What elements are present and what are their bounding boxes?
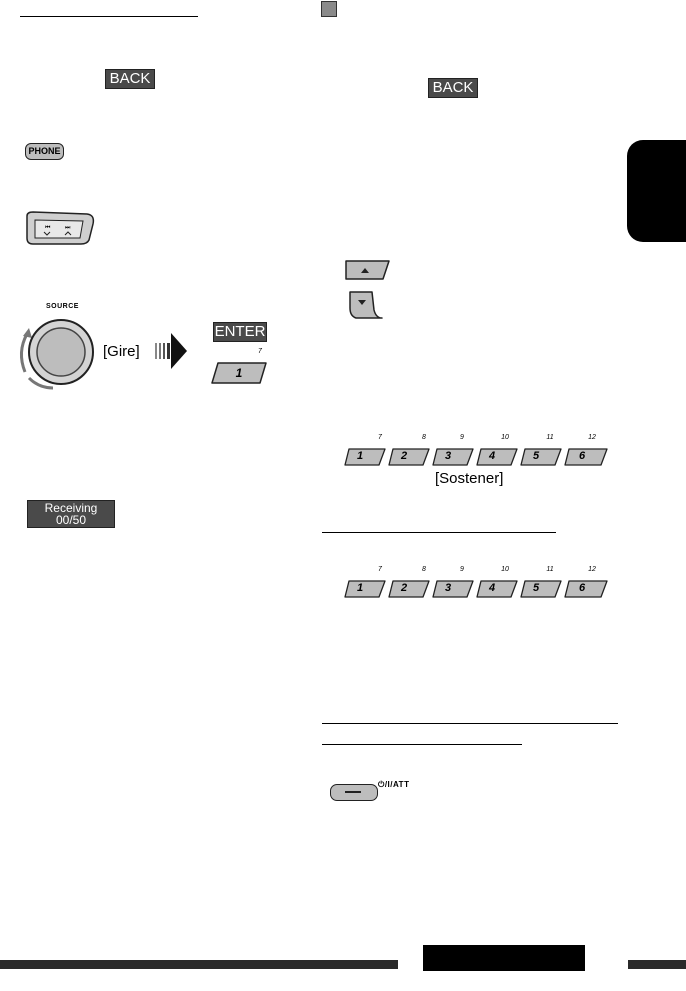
section-marker — [321, 1, 337, 17]
preset-keys-row-1 — [343, 447, 613, 467]
top-left-rule — [20, 16, 198, 17]
turn-hint: [Gire] — [103, 343, 140, 360]
preset-key-label: 1 — [357, 582, 364, 594]
receiving-line1: Receiving — [44, 501, 98, 515]
footer-bar-left — [0, 960, 398, 969]
lower-rule-2 — [322, 744, 522, 745]
back-label-left: BACK — [105, 69, 155, 89]
lower-rule-1 — [322, 723, 618, 724]
back-label-right: BACK — [428, 78, 478, 98]
preset-key-label: 6 — [579, 582, 586, 594]
enter-label: ENTER — [214, 323, 266, 340]
preset-row-2 — [340, 566, 610, 580]
preset-key-label: 4 — [489, 582, 496, 594]
mid-rule — [322, 532, 556, 533]
preset-key-label: 5 — [533, 450, 540, 462]
preset-key-label: 6 — [579, 450, 586, 462]
phone-button: PHONE — [25, 143, 64, 160]
preset-key-label: 5 — [533, 582, 540, 594]
preset-top-number: 12 — [588, 566, 596, 573]
prev-next-key — [25, 210, 97, 246]
enter-preset-key — [210, 361, 268, 385]
preset-top-number: 9 — [460, 566, 464, 573]
svg-text:⏮: ⏮ — [45, 225, 51, 231]
preset-top-number: 7 — [378, 434, 382, 441]
down-key — [348, 290, 384, 320]
side-tab — [627, 140, 686, 242]
preset-top-number: 11 — [546, 434, 554, 441]
up-arrow-icon — [343, 259, 391, 281]
preset-top-number: 11 — [546, 566, 554, 573]
up-key — [343, 259, 391, 281]
arrow-right-icon — [155, 333, 187, 369]
prev-next-icon — [25, 210, 97, 246]
preset-top-number: 8 — [422, 566, 426, 573]
hold-hint: [Sostener] — [435, 470, 504, 487]
down-arrow-icon — [348, 290, 384, 320]
preset-top-number: 12 — [588, 434, 596, 441]
preset-key-label: 4 — [489, 450, 496, 462]
power-att-button — [330, 784, 378, 801]
preset-key-label: 2 — [401, 450, 408, 462]
enter-preset-number: 7 — [258, 348, 262, 355]
power-label: ⏻/I/ATT — [378, 780, 410, 789]
preset-key-label: 3 — [445, 582, 452, 594]
preset-keys-row-2 — [343, 579, 613, 599]
footer-bar-right — [628, 960, 686, 969]
source-knob — [15, 314, 101, 390]
svg-text:⏭: ⏭ — [65, 225, 71, 231]
preset-key-label: 1 — [357, 450, 364, 462]
rotate-arrow-icon — [15, 314, 101, 390]
preset-top-number: 10 — [501, 434, 509, 441]
preset-key-label: 2 — [401, 582, 408, 594]
enter-preset-key-label: 1 — [235, 366, 243, 380]
preset-top-number: 7 — [378, 566, 382, 573]
footer-page-block — [423, 945, 585, 971]
source-label: SOURCE — [46, 303, 79, 310]
preset-top-number: 8 — [422, 434, 426, 441]
receiving-display — [27, 500, 115, 528]
preset-top-number: 10 — [501, 566, 509, 573]
preset-key-label: 3 — [445, 450, 452, 462]
receiving-line2: 00/50 — [55, 513, 87, 527]
preset-top-number: 9 — [460, 434, 464, 441]
power-button-dash — [345, 791, 361, 793]
